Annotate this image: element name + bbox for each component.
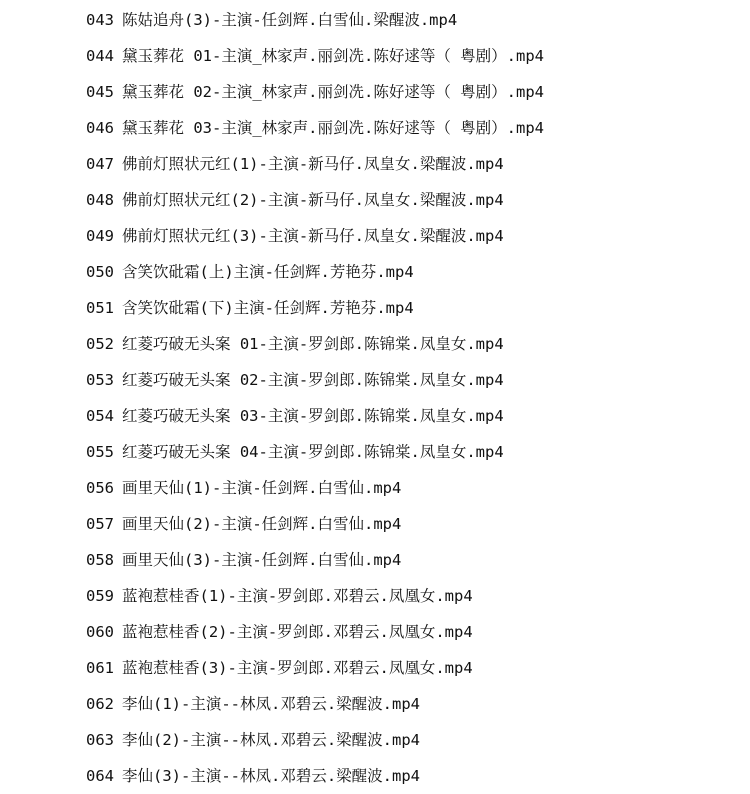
file-number: 056	[86, 479, 114, 497]
file-number: 053	[86, 371, 114, 389]
file-number: 063	[86, 731, 114, 749]
file-number: 050	[86, 263, 114, 281]
list-item	[86, 254, 544, 290]
file-number: 044	[86, 47, 114, 65]
list-item	[86, 506, 544, 542]
file-name: 黛玉葬花 01-主演_林家声.丽剑冼.陈好逑等（ 粤剧）.mp4	[122, 47, 544, 65]
list-item	[86, 758, 544, 794]
file-name: 红菱巧破无头案 02-主演-罗剑郎.陈锦棠.凤皇女.mp4	[122, 371, 504, 389]
list-item	[86, 722, 544, 758]
file-name: 黛玉葬花 02-主演_林家声.丽剑冼.陈好逑等（ 粤剧）.mp4	[122, 83, 544, 101]
list-item	[86, 146, 544, 182]
file-number: 047	[86, 155, 114, 173]
list-item	[86, 290, 544, 326]
list-item	[86, 110, 544, 146]
file-name: 画里天仙(3)-主演-任剑辉.白雪仙.mp4	[122, 551, 402, 569]
list-item	[86, 326, 544, 362]
list-item	[86, 434, 544, 470]
list-item	[86, 218, 544, 254]
file-number: 049	[86, 227, 114, 245]
file-number: 048	[86, 191, 114, 209]
file-number: 043	[86, 11, 114, 29]
file-name: 含笑饮砒霜(下)主演-任剑辉.芳艳芬.mp4	[122, 299, 414, 317]
file-name: 红菱巧破无头案 03-主演-罗剑郎.陈锦棠.凤皇女.mp4	[122, 407, 504, 425]
list-item	[86, 614, 544, 650]
list-item	[86, 542, 544, 578]
list-item	[86, 182, 544, 218]
file-number: 054	[86, 407, 114, 425]
file-number: 045	[86, 83, 114, 101]
file-number: 062	[86, 695, 114, 713]
file-number: 057	[86, 515, 114, 533]
list-item	[86, 470, 544, 506]
file-name: 李仙(2)-主演--林凤.邓碧云.梁醒波.mp4	[122, 731, 420, 749]
file-number: 064	[86, 767, 114, 785]
file-number: 055	[86, 443, 114, 461]
file-name: 佛前灯照状元红(3)-主演-新马仔.凤皇女.梁醒波.mp4	[122, 227, 504, 245]
file-name: 陈姑追舟(3)-主演-任剑辉.白雪仙.梁醒波.mp4	[122, 11, 458, 29]
file-name: 蓝袍惹桂香(3)-主演-罗剑郎.邓碧云.凤凰女.mp4	[122, 659, 473, 677]
file-name: 红菱巧破无头案 04-主演-罗剑郎.陈锦棠.凤皇女.mp4	[122, 443, 504, 461]
file-name: 红菱巧破无头案 01-主演-罗剑郎.陈锦棠.凤皇女.mp4	[122, 335, 504, 353]
file-name: 佛前灯照状元红(2)-主演-新马仔.凤皇女.梁醒波.mp4	[122, 191, 504, 209]
file-name: 佛前灯照状元红(1)-主演-新马仔.凤皇女.梁醒波.mp4	[122, 155, 504, 173]
file-name: 李仙(1)-主演--林凤.邓碧云.梁醒波.mp4	[122, 695, 420, 713]
file-name: 蓝袍惹桂香(2)-主演-罗剑郎.邓碧云.凤凰女.mp4	[122, 623, 473, 641]
file-number: 060	[86, 623, 114, 641]
file-name: 李仙(3)-主演--林凤.邓碧云.梁醒波.mp4	[122, 767, 420, 785]
file-name: 蓝袍惹桂香(1)-主演-罗剑郎.邓碧云.凤凰女.mp4	[122, 587, 473, 605]
file-number: 052	[86, 335, 114, 353]
list-item	[86, 74, 544, 110]
list-item	[86, 362, 544, 398]
list-item	[86, 650, 544, 686]
file-number: 046	[86, 119, 114, 137]
file-number: 058	[86, 551, 114, 569]
list-item	[86, 686, 544, 722]
file-name: 含笑饮砒霜(上)主演-任剑辉.芳艳芬.mp4	[122, 263, 414, 281]
list-item	[86, 398, 544, 434]
file-name: 画里天仙(1)-主演-任剑辉.白雪仙.mp4	[122, 479, 402, 497]
list-item	[86, 578, 544, 614]
file-name: 黛玉葬花 03-主演_林家声.丽剑冼.陈好逑等（ 粤剧）.mp4	[122, 119, 544, 137]
file-number: 051	[86, 299, 114, 317]
list-item	[86, 2, 544, 38]
file-list	[86, 2, 544, 794]
list-item	[86, 38, 544, 74]
file-number: 061	[86, 659, 114, 677]
file-number: 059	[86, 587, 114, 605]
file-name: 画里天仙(2)-主演-任剑辉.白雪仙.mp4	[122, 515, 402, 533]
